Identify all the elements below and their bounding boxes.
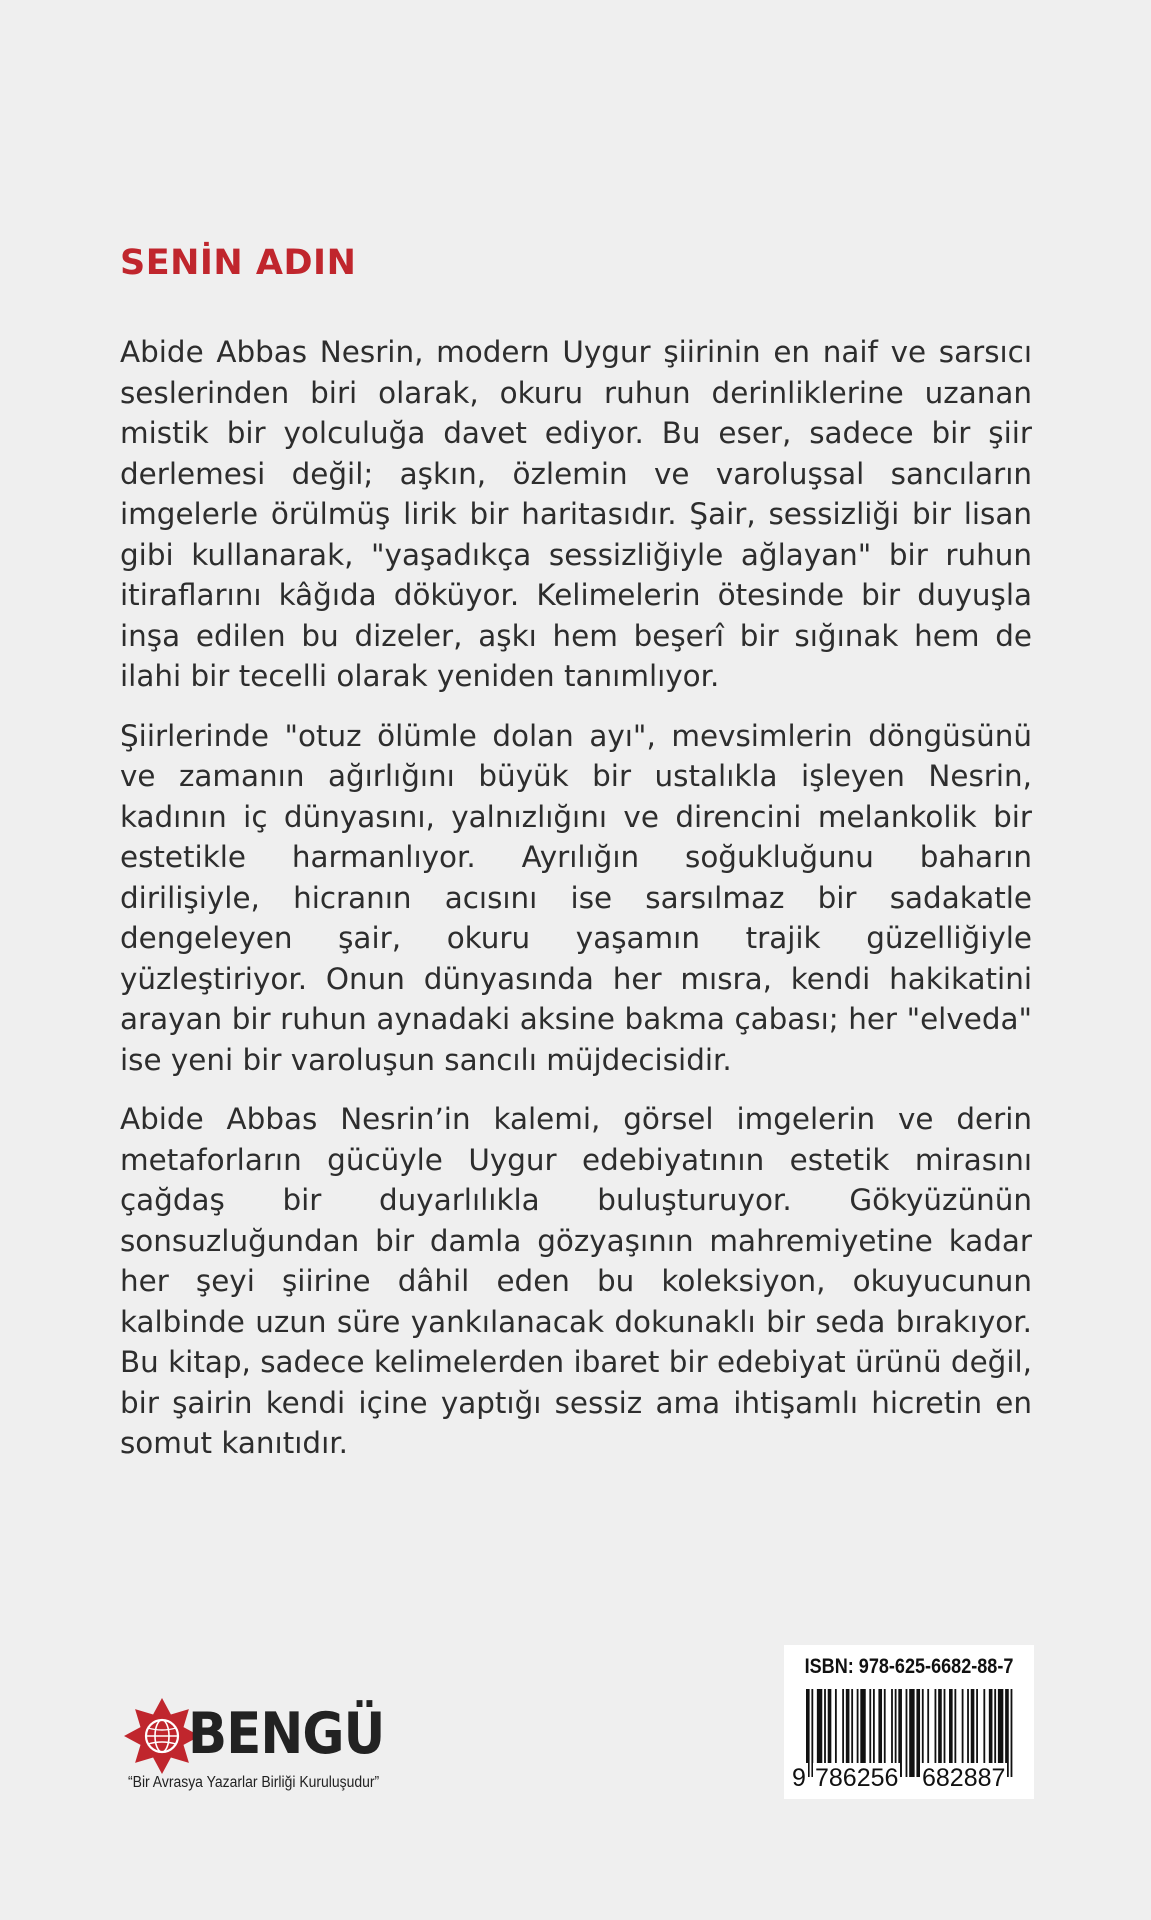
barcode-digits-left: 786256 [815,1764,899,1792]
isbn-label: ISBN: 978-625-6682-88-7 [804,1655,1014,1678]
blurb-paragraph-1: Abide Abbas Nesrin, modern Uygur şiirinin en naif ve sarsıcı seslerinden biri olarak, okuru ruhun derinliklerine uzanan mistik bir yolculuğa davet ediyor. Bu eser, sadece bir şiir derlemesi değil; aşkın, özlemin ve varoluşsal sancıların imgelerle örülmüş lirik bir haritasıdır. Şair, sessizliği bir lisan gibi kullanarak, "yaşadıkça sessizliğiyle ağlayan" bir ruhun itiraflarını kâğıda döküyor. Kelimelerin ötesinde bir duyuşla inşa edilen bu dizeler, aşkı hem beşerî bir sığınak hem de ilahi bir tecelli olarak yeniden tanımlıyor. [120,335,1032,693]
barcode-digits-right: 682887 [922,1764,1006,1792]
barcode-digit-first: 9 [792,1764,806,1792]
publisher-name: BENGÜ [188,1701,385,1767]
publisher-tagline: “Bir Avrasya Yazarlar Birliği Kuruluşudur” [128,1774,380,1791]
barcode-digits [784,1763,1034,1793]
blurb-paragraph-2: Şiirlerinde "otuz ölümle dolan ayı", mevsimlerin döngüsünü ve zamanın ağırlığını büyük bir ustalıkla işleyen Nesrin, kadının iç dünyasını, yalnızlığını ve direncini melankolik bir estetikle harmanlıyor. Ayrılığın soğukluğunu baharın dirilişiyle, hicranın acısını ise sarsılmaz bir sadakatle dengeleyen şair, okuru yaşamın trajik güzelliğiyle yüzleştiriyor. Onun dünyasında her mısra, kendi hakikatini arayan bir ruhun aynadaki aksine bakma çabası; her "elveda" ise yeni bir varoluşun sancılı müjdecisidir. [120,718,1032,1077]
back-cover-blurb [120,332,1032,1483]
publisher-logo [122,1696,432,1806]
isbn-barcode-box [784,1645,1034,1799]
blurb-paragraph-3: Abide Abbas Nesrin’in kalemi, görsel imgelerin ve derin metaforların gücüyle Uygur edebiyatının estetik mirasını çağdaş bir duyarlılıkla buluşturuyor. Gökyüzünün sonsuzluğundan bir damla gözyaşının mahremiyetine kadar her şeyi şiirine dâhil eden bu koleksiyon, okuyucunun kalbinde uzun süre yankılanacak dokunaklı bir seda bırakıyor. Bu kitap, sadece kelimelerden ibaret bir edebiyat ürünü değil, bir şairin kendi içine yaptığı sessiz ama ihtişamlı hicretin en somut kanıtıdır. [120,1102,1032,1460]
book-title: SENİN ADIN [120,243,357,283]
